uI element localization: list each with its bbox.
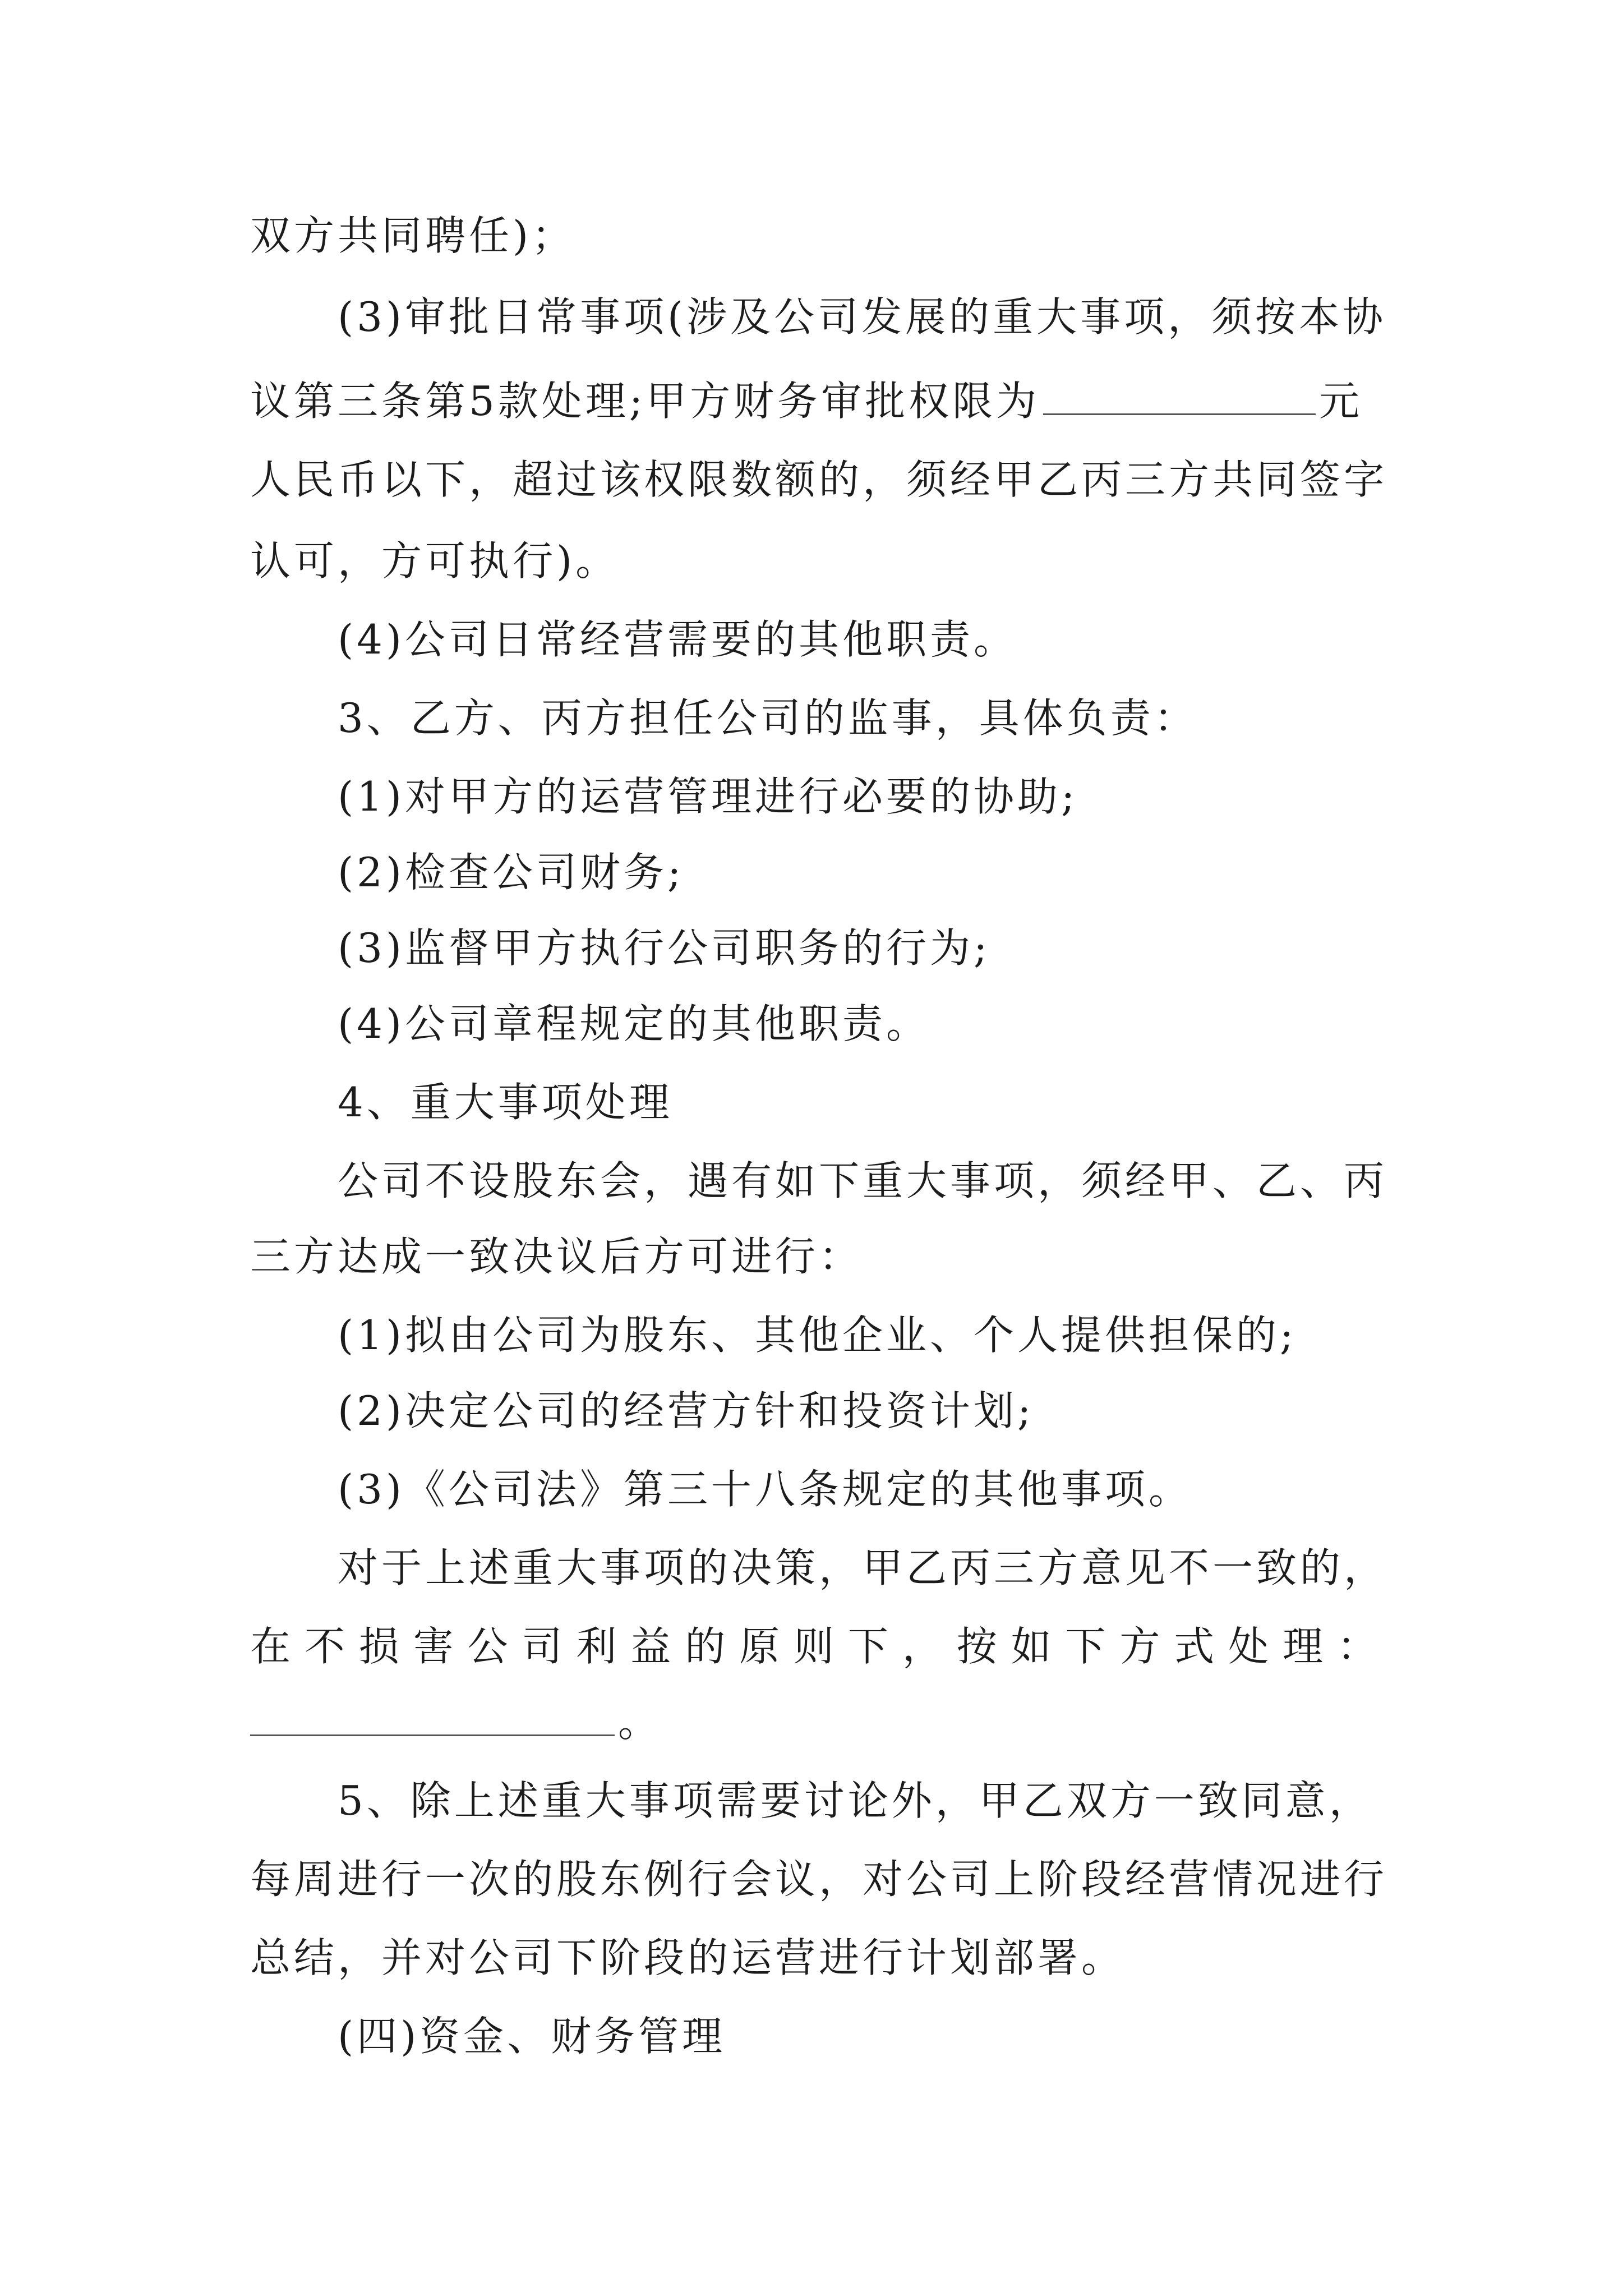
fill-in-blank bbox=[1043, 374, 1316, 415]
text-line: (2)检查公司财务; bbox=[338, 849, 685, 896]
text-line: (4)公司日常经营需要的其他职责。 bbox=[338, 616, 1017, 663]
text-segment: 议第三条第5款处理;甲方财务审批权限为 bbox=[250, 378, 1040, 425]
text-line: 双方共同聘任)； bbox=[250, 212, 576, 259]
text-line: (3)《公司法》第三十八条规定的其他事项。 bbox=[338, 1466, 1192, 1513]
text-line: 对于上述重大事项的决策，甲乙丙三方意见不一致的， bbox=[338, 1544, 1388, 1591]
section-heading: (四)资金、财务管理 bbox=[338, 2013, 726, 2060]
text-line: 公司不设股东会，遇有如下重大事项，须经甲、乙、丙 bbox=[338, 1157, 1388, 1204]
text-line: (2)决定公司的经营方针和投资计划; bbox=[338, 1387, 1035, 1434]
text-line: (3)监督甲方执行公司职务的行为; bbox=[338, 924, 991, 972]
text-line-with-blank bbox=[250, 373, 1363, 429]
text-line: (1)对甲方的运营管理进行必要的协助; bbox=[338, 773, 1078, 820]
text-line: 每周进行一次的股东例行会议，对公司上阶段经营情况进行 bbox=[250, 1856, 1388, 1903]
text-segment: 元 bbox=[1319, 378, 1363, 425]
fill-in-blank bbox=[250, 1695, 615, 1736]
text-line: (4)公司章程规定的其他职责。 bbox=[338, 1000, 930, 1047]
section-heading: 4、重大事项处理 bbox=[338, 1079, 673, 1126]
text-line: 人民币以下，超过该权限数额的，须经甲乙丙三方共同签字 bbox=[250, 456, 1388, 503]
text-line: (1)拟由公司为股东、其他企业、个人提供担保的; bbox=[338, 1312, 1297, 1359]
text-line: 三方达成一致决议后方可进行： bbox=[250, 1233, 863, 1280]
text-line: 3、乙方、丙方担任公司的监事，具体负责： bbox=[338, 694, 1198, 742]
text-line-with-blank bbox=[250, 1694, 662, 1750]
text-line: 认可，方可执行)。 bbox=[250, 537, 620, 585]
text-line: 5、除上述重大事项需要讨论外，甲乙双方一致同意， bbox=[338, 1777, 1373, 1824]
text-line: 总结，并对公司下阶段的运营进行计划部署。 bbox=[250, 1934, 1126, 1981]
text-segment: 。 bbox=[618, 1699, 662, 1746]
text-line: (3)审批日常事项(涉及公司发展的重大事项，须按本协 bbox=[338, 293, 1387, 341]
text-line: 在不损害公司利益的原则下，按如下方式处理： bbox=[250, 1623, 1377, 1670]
